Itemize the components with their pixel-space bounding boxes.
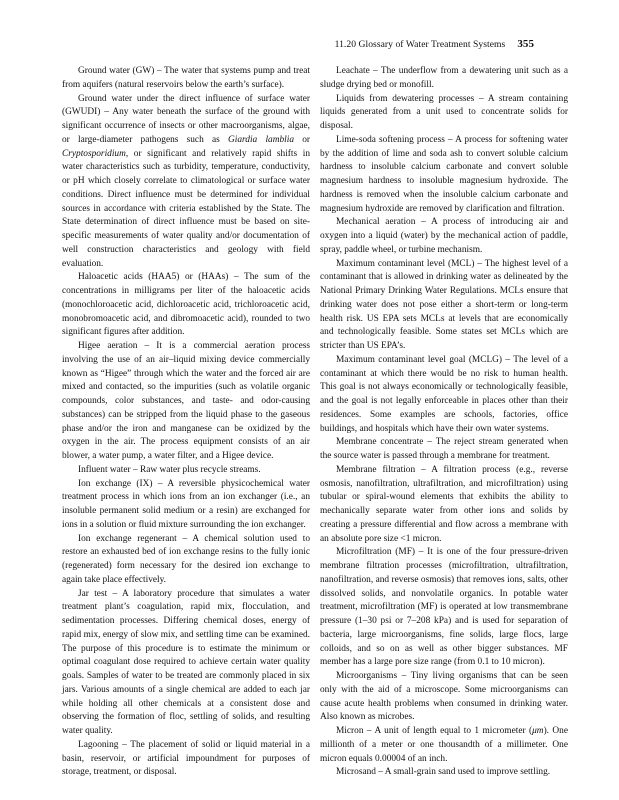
entry-membrane-filtration: Membrane filtration – A filtration process (e.g., reverse osmosis, nanofiltration, ultrafiltration, and microfiltration) using tubular or spiral-wound elements that exhibits the ability to mechanically separate water from other ions and solids by creating a pressure differential and flow across a membrane with an absolute pore size <1 micron. (320, 464, 568, 544)
entry-lime-soda-softening: Lime-soda softening process – A process for softening water by the addition of lime and soda ash to convert soluble calcium hardness to insoluble calcium carbonate and convert soluble magnesium hardness to insoluble magnesium hydroxide. The hardness is removed when the insoluble calcium carbonate and magnesium hydroxide are removed by clarification and filtration. (320, 134, 568, 214)
entry-micron: Micron – A unit of length equal to 1 micrometer (μm). One millionth of a meter or one thousandth of a millimeter. One micron equals 0.00004 of an inch. (320, 726, 568, 764)
section-title: 11.20 Glossary of Water Treatment Systems (334, 39, 506, 50)
entry-higee-aeration: Higee aeration – It is a commercial aeration process involving the use of an air–liquid mixing device commercially known as “Higee” through which the water and the forced air are mixed and contacted, so the impurities (such as volatile organic compounds, color substances, and taste- and odor-causing substances) can be stripped from the liquid phase to the gaseous phase and/or the iron and manganese can be oxidized by the oxygen in the air. The process equipment consists of an air blower, a water pump, a water filter, and a Higee device. (62, 341, 310, 461)
entry-influent-water: Influent water – Raw water plus recycle streams. (78, 464, 261, 475)
entry-mcl: Maximum contaminant level (MCL) – The highest level of a contaminant that is allowed in drinking water as delineated by the National Primary Drinking Water Regulations. MCLs ensure that drinking water does not pose either a short-term or long-term health risk. US EPA sets MCLs at levels that are economically and technologically feasible. Some states set MCLs which are stricter than US EPA’s. (320, 258, 568, 351)
entry-ion-exchange: Ion exchange (IX) – A reversible physicochemical water treatment process in which ions from an ion exchanger (i.e., an insoluble permanent solid medium or a resin) are exchanged for ions in a solution or fluid mixture surrounding the ion exchanger. (62, 478, 310, 530)
entry-leachate: Leachate – The underflow from a dewatering unit such as a sludge drying bed or monofill. (320, 66, 568, 90)
entry-mclg: Maximum contaminant level goal (MCLG) – The level of a contaminant at which there would be no risk to human health. This goal is not always economically or technologically feasible, and the goal is not legally enforceable in places other than their residences. Some examples are schools, factories, office buildings, and hospitals which have their own water systems. (320, 354, 568, 434)
running-head (335, 38, 534, 50)
entry-ground-water: Ground water (GW) – The water that systems pump and treat from aquifers (natural reservoirs below the earth’s surface). (62, 66, 310, 90)
left-column (62, 65, 310, 780)
entry-lagooning: Lagooning – The placement of solid or liquid material in a basin, reservoir, or artificial impoundment for purposes of storage, treatment, or disposal. (62, 739, 310, 778)
entry-microorganisms: Microorganisms – Tiny living organisms that can be seen only with the aid of a microscope. Some microorganisms can cause acute health problems when consumed in drinking water. Also known as microbes. (320, 671, 568, 723)
entry-jar-test: Jar test – A laboratory procedure that simulates a water treatment plant’s coagulation, rapid mix, flocculation, and sedimentation processes. Differing chemical doses, energy of rapid mix, energy of slow mix, and settling time can be examined. The purpose of this procedure is to estimate the minimum or optimal coagulant dose required to achieve certain water quality goals. Samples of water to be treated are commonly placed in six jars. Various amounts of a single chemical are added to each jar while holding all other chemicals at a consistent dose and observing the formation of floc, settling of solids, and resulting water quality. (62, 588, 310, 736)
entry-microsand: Microsand – A small-grain sand used to improve settling. (336, 767, 551, 778)
entry-liquids-dewatering: Liquids from dewatering processes – A stream containing liquids generated from a unit used to concentrate solids for disposal. (320, 93, 568, 131)
entry-microfiltration: Microfiltration (MF) – It is one of the four pressure-driven membrane filtration processes (microfiltration, ultrafiltration, nanofiltration, and reverse osmosis) that removes ions, salts, other dissolved solids, and nonvolatile organics. In potable water treatment, microfiltration (MF) is operated at low transmembrane pressure (1–30 psi or 7–208 kPa) and is used for separation of bacteria, large microorganisms, fine solids, large flocs, large colloids, and so on as well as other bigger substances. MF member has a large pore size range (from 0.1 to 10 micron). (320, 547, 568, 668)
entry-haloacetic-acids: Haloacetic acids (HAA5) or (HAAs) – The sum of the concentrations in milligrams per liter of the haloacetic acids (monochloroacetic acid, dichloroacetic acid, trichloroacetic acid, monobromoacetic acid, and dibromoacetic acid), rounded to two significant figures after addition. (62, 272, 310, 338)
entry-gwudi: Ground water under the direct influence of surface water (GWUDI) – Any water beneath the surface of the ground with significant occurrence of insects or other macroorganisms, algae, or large-diameter pathogens such as Giardia lamblia or Cryptosporidium, or significant and relatively rapid shifts in water characteristics such as turbidity, temperature, conductivity, or pH which closely correlate to climatological or surface water conditions. Direct influence must be determined for individual sources in accordance with criteria established by the State. The State determination of direct influence must be based on site-specific measurements of water quality and/or documentation of well construction characteristics and geology with field evaluation. (62, 93, 311, 269)
entry-membrane-concentrate: Membrane concentrate – The reject stream generated when the source water is passed through a membrane for treatment. (320, 437, 568, 461)
entry-ion-exchange-regenerant: Ion exchange regenerant – A chemical solution used to restore an exhausted bed of ion exchange resins to the fully ionic (regenerated) form necessary for the desired ion exchange to again take place effectively. (62, 533, 310, 585)
page-number: 355 (517, 38, 534, 50)
right-column (320, 65, 568, 780)
entry-mechanical-aeration: Mechanical aeration – A process of introducing air and oxygen into a liquid (water) by the mechanical action of paddle, spray, paddle wheel, or turbine mechanism. (320, 217, 568, 255)
